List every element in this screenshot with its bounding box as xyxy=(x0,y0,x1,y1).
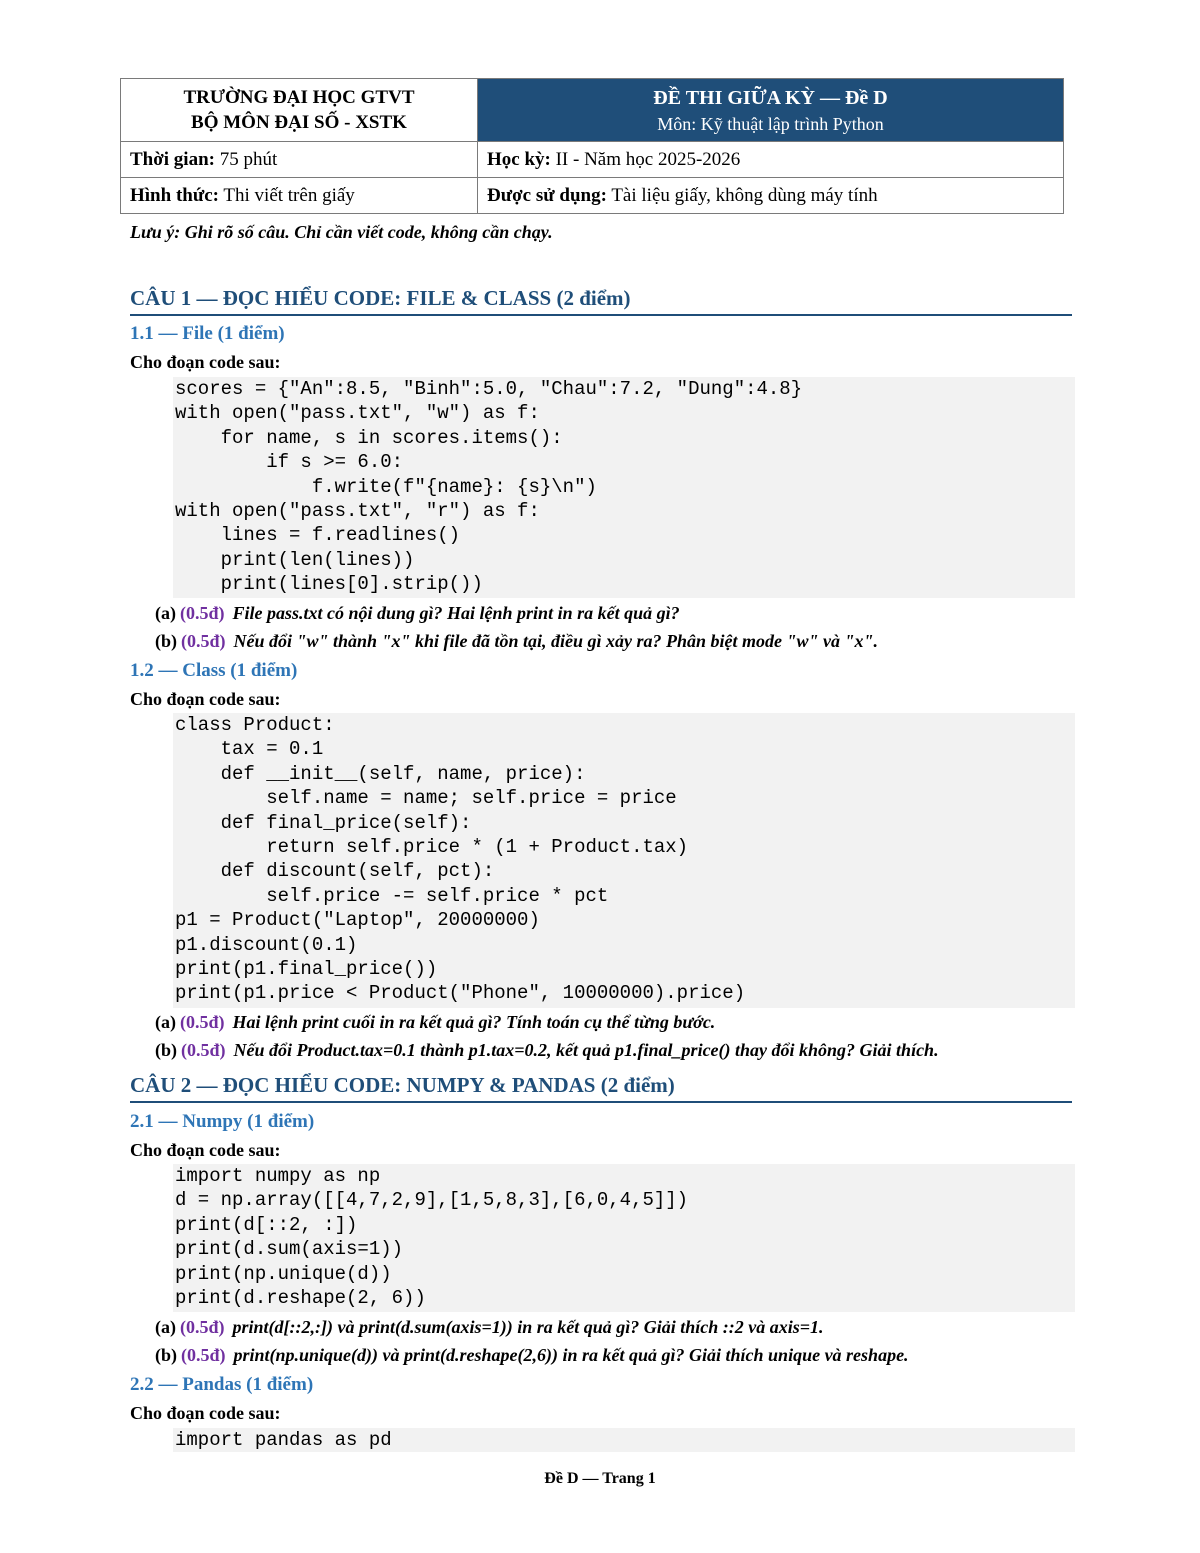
part-points: (0.5đ) xyxy=(181,631,226,651)
page-footer: Đề D — Trang 1 xyxy=(544,1470,656,1487)
part-letter: (a) xyxy=(155,1012,176,1032)
part-text: print(d[::2,:]) và print(d.sum(axis=1)) in ra kết quả gì? Giải thích ::2 và axis=1. xyxy=(232,1317,824,1337)
question-2-1-a xyxy=(155,1317,824,1338)
exam-note: Lưu ý: Ghi rõ số câu. Chỉ cần viết code, không cần chạy. xyxy=(130,222,553,242)
part-points: (0.5đ) xyxy=(181,1345,226,1365)
term-cell xyxy=(478,142,1064,178)
time-label: Thời gian: xyxy=(130,148,215,170)
section-1-1-intro: Cho đoạn code sau: xyxy=(130,352,281,372)
format-cell xyxy=(121,178,478,214)
question-2-1-b xyxy=(155,1345,909,1366)
exam-title: ĐỀ THI GIỮA KỲ — Đề D xyxy=(653,86,888,109)
part-text: print(np.unique(d)) và print(d.reshape(2,6)) in ra kết quả gì? Giải thích unique và reshape. xyxy=(233,1345,909,1365)
code-block-2-1: import numpy as np d = np.array([[4,7,2,9],[1,5,8,3],[6,0,4,5]]) print(d[::2, :]) print(d.sum(axis=1)) print(np.unique(d)) print(d.reshape(2, 6)) xyxy=(173,1164,1075,1312)
part-points: (0.5đ) xyxy=(181,1040,226,1060)
school-name: TRƯỜNG ĐẠI HỌC GTVT xyxy=(183,87,415,108)
part-text: Hai lệnh print cuối in ra kết quả gì? Tính toán cụ thể từng bước. xyxy=(232,1012,716,1032)
section-2-2-intro: Cho đoạn code sau: xyxy=(130,1403,281,1423)
section-2-1-intro: Cho đoạn code sau: xyxy=(130,1140,281,1160)
school-cell xyxy=(121,79,478,142)
part-letter: (b) xyxy=(155,1040,177,1060)
section-1-1-title: 1.1 — File (1 điểm) xyxy=(130,323,285,344)
question-1-1-a xyxy=(155,603,680,624)
time-cell xyxy=(121,142,478,178)
allowed-cell xyxy=(478,178,1064,214)
question-1-title: CÂU 1 — ĐỌC HIỂU CODE: FILE & CLASS (2 điểm) xyxy=(130,286,1072,316)
part-text: Nếu đổi "w" thành "x" khi file đã tồn tại, điều gì xảy ra? Phân biệt mode "w" và "x". xyxy=(233,631,878,651)
term-value: II - Năm học 2025-2026 xyxy=(550,148,741,170)
part-letter: (b) xyxy=(155,631,177,651)
format-label: Hình thức: xyxy=(130,184,219,206)
section-2-2-title: 2.2 — Pandas (1 điểm) xyxy=(130,1374,314,1395)
part-letter: (a) xyxy=(155,603,176,623)
part-points: (0.5đ) xyxy=(180,1317,225,1337)
code-block-2-2: import pandas as pd xyxy=(173,1428,1075,1452)
part-letter: (b) xyxy=(155,1345,177,1365)
part-points: (0.5đ) xyxy=(180,603,225,623)
part-text: File pass.txt có nội dung gì? Hai lệnh print in ra kết quả gì? xyxy=(232,603,680,623)
exam-title-cell xyxy=(478,79,1064,142)
section-1-2-title: 1.2 — Class (1 điểm) xyxy=(130,660,298,681)
section-1-2-intro: Cho đoạn code sau: xyxy=(130,689,281,709)
question-1-2-a xyxy=(155,1012,715,1033)
section-2-1-title: 2.1 — Numpy (1 điểm) xyxy=(130,1111,315,1132)
part-points: (0.5đ) xyxy=(180,1012,225,1032)
department-name: BỘ MÔN ĐẠI SỐ - XSTK xyxy=(191,112,407,133)
part-letter: (a) xyxy=(155,1317,176,1337)
question-1-2-b xyxy=(155,1040,939,1061)
time-value: 75 phút xyxy=(214,148,278,170)
format-value: Thi viết trên giấy xyxy=(219,184,355,206)
question-1-1-b xyxy=(155,631,878,652)
part-text: Nếu đổi Product.tax=0.1 thành p1.tax=0.2, kết quả p1.final_price() thay đổi không? Giải thích. xyxy=(233,1040,939,1060)
allowed-value: Tài liệu giấy, không dùng máy tính xyxy=(606,184,878,206)
question-2-title: CÂU 2 — ĐỌC HIỂU CODE: NUMPY & PANDAS (2 điểm) xyxy=(130,1073,1072,1103)
exam-header-table xyxy=(120,78,1064,214)
code-block-1-2: class Product: tax = 0.1 def __init__(self, name, price): self.name = name; self.price = price def final_price(self): return self.price * (1 + Product.tax) def discount(self, pct): self.price -= self.price * pct p1 = Product("Laptop", 20000000) p1.discount(0.1) print(p1.final_price()) print(p1.price < Product("Phone", 10000000).price) xyxy=(173,713,1075,1008)
code-block-1-1: scores = {"An":8.5, "Binh":5.0, "Chau":7.2, "Dung":4.8} with open("pass.txt", "w") as f: for name, s in scores.items(): if s >= 6.0: f.write(f"{name}: {s}\n") with open("pass.txt", "r") as f: lines = f.readlines() print(len(lines)) print(lines[0].strip()) xyxy=(173,377,1075,598)
exam-subject: Môn: Kỹ thuật lập trình Python xyxy=(657,113,884,134)
term-label: Học kỳ: xyxy=(487,148,551,170)
allowed-label: Được sử dụng: xyxy=(487,184,607,206)
